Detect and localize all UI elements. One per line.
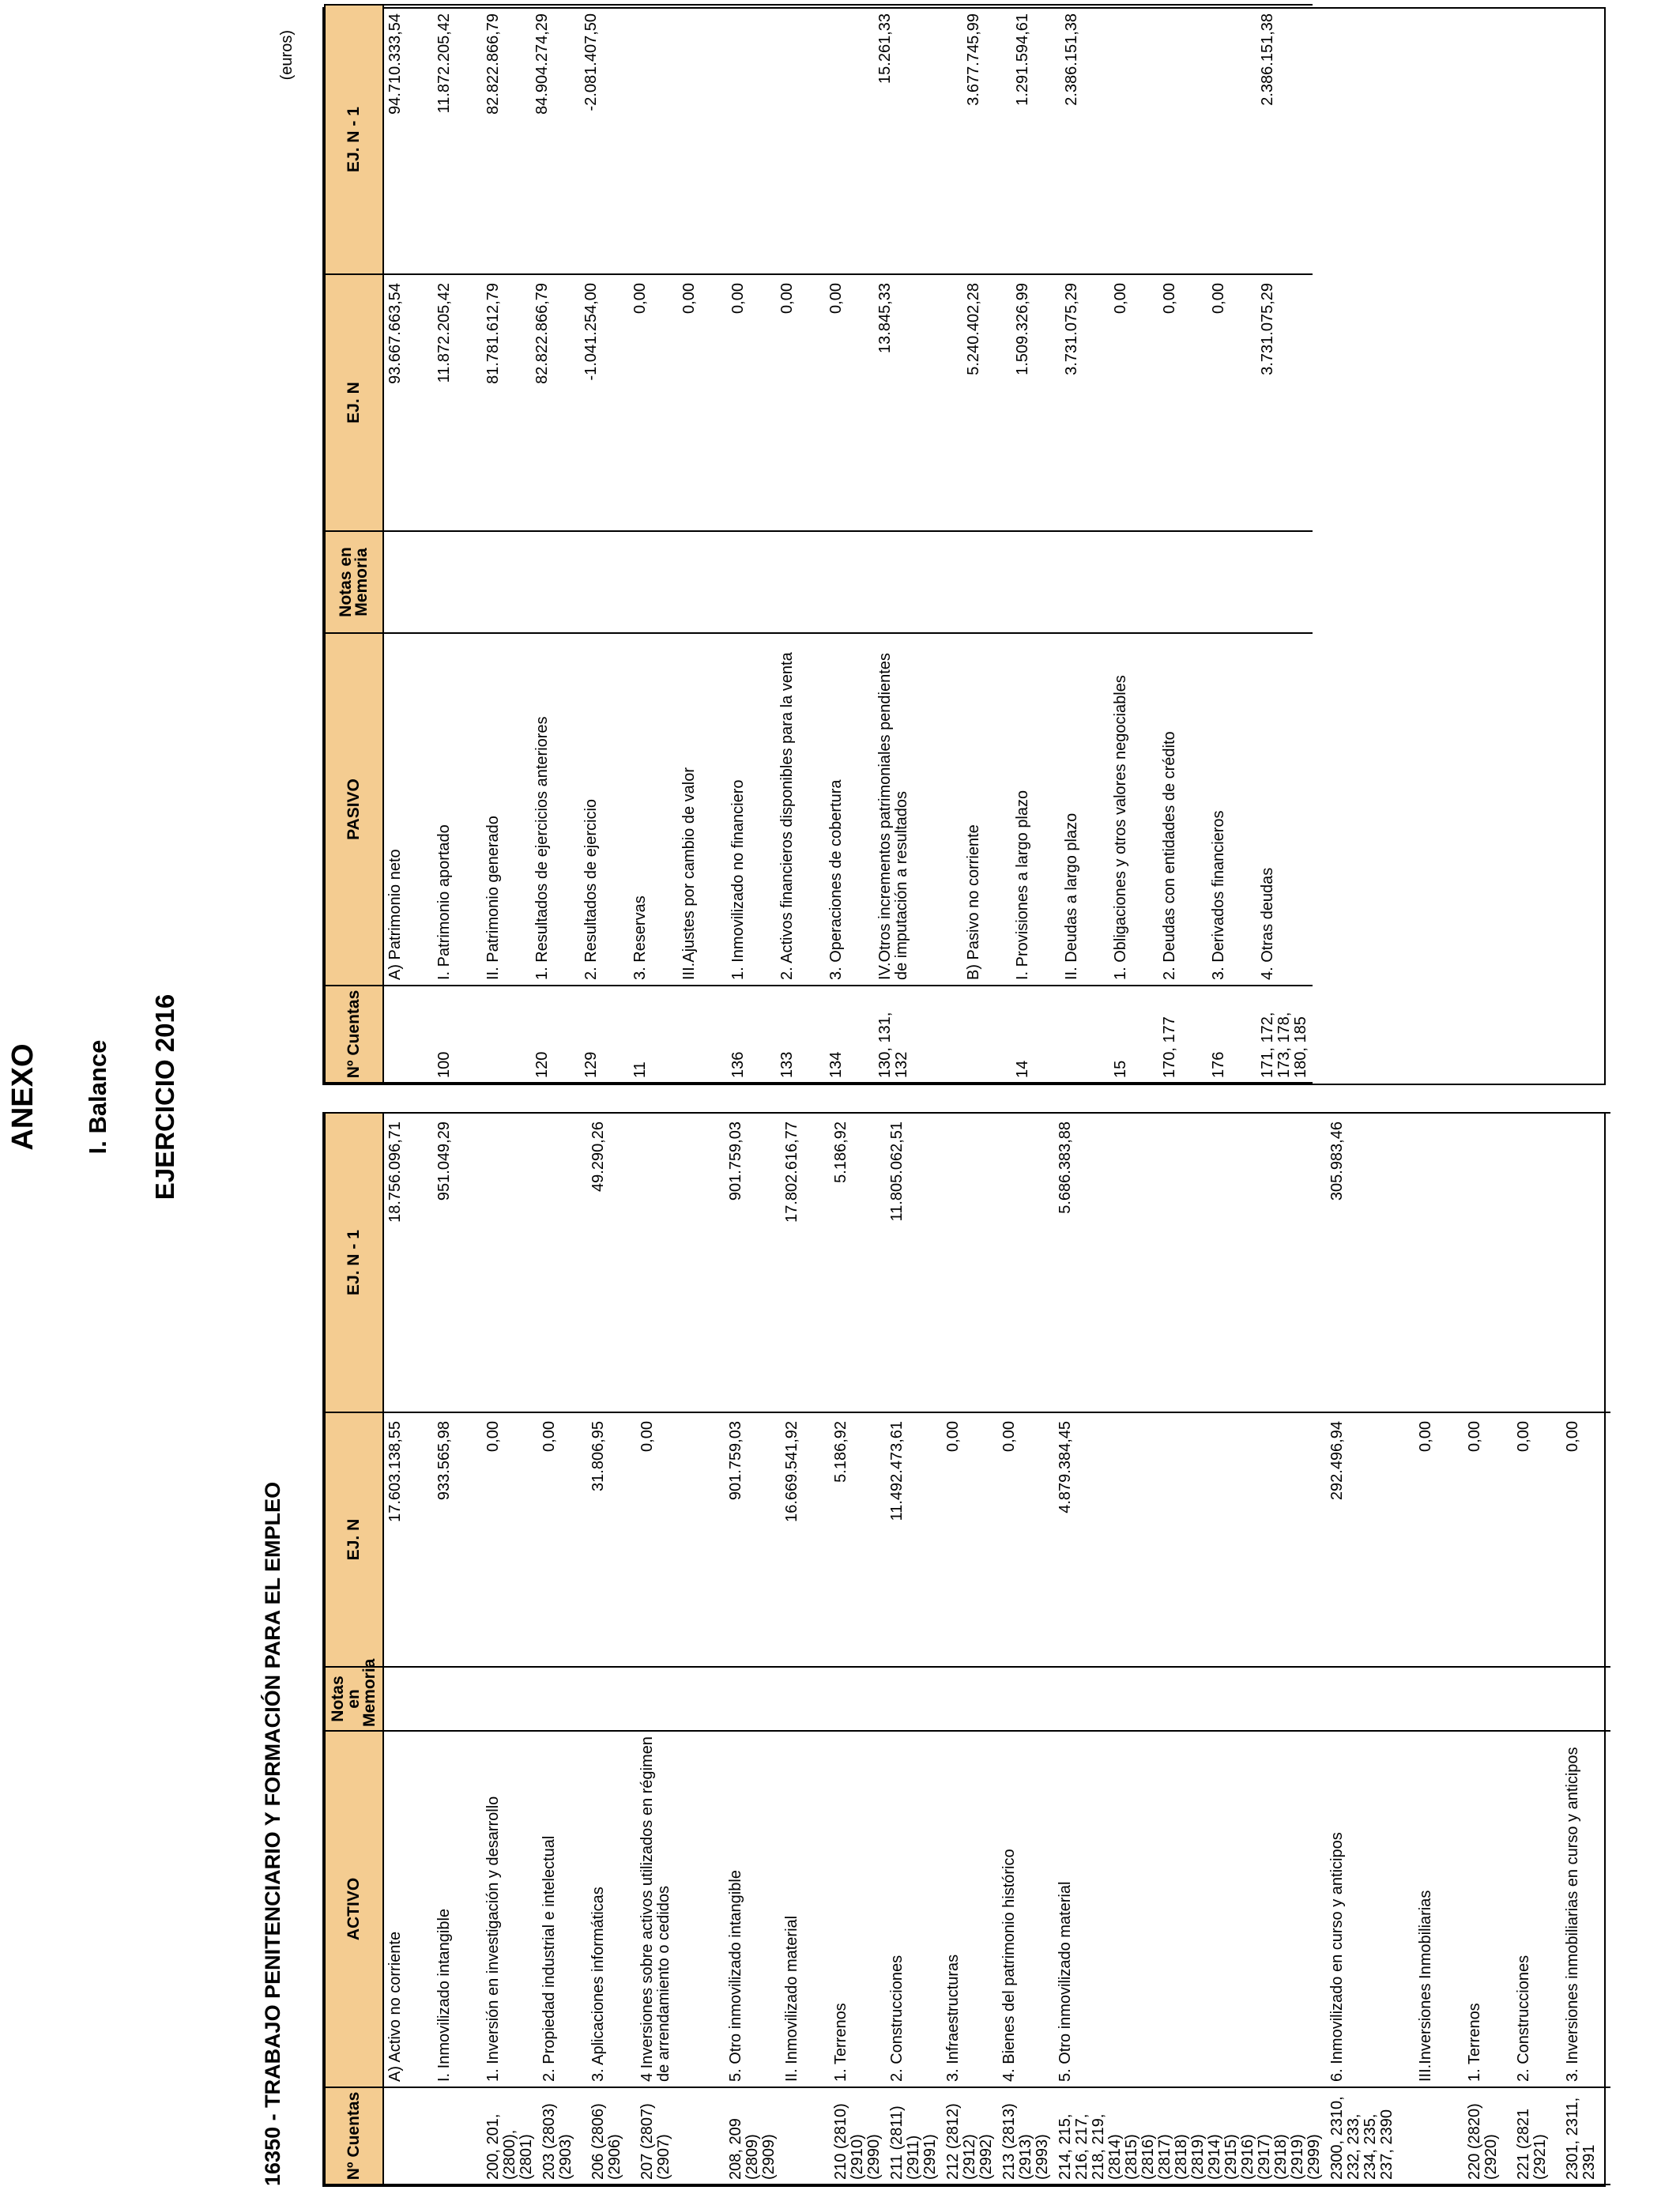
amount-current-year: 901.759,03 — [725, 1412, 781, 1667]
line-item-label: 4. Bienes del patrimonio histórico — [998, 1731, 1054, 2087]
memory-notes — [1414, 1667, 1463, 1731]
line-item-label: I. Provisiones a largo plazo — [1011, 633, 1060, 986]
memory-notes — [1109, 531, 1158, 633]
account-codes — [962, 986, 1011, 1083]
amount-current-year: 31.806,95 — [587, 1412, 636, 1667]
table-row — [1512, 1113, 1561, 2185]
table-row — [482, 5, 531, 1083]
amount-previous-year — [1109, 5, 1158, 274]
table-row — [1414, 1113, 1463, 2185]
table-row — [1011, 5, 1060, 1083]
line-item-label: 2. Construcciones — [1512, 1731, 1561, 2087]
amount-previous-year: 15.261,33 — [874, 5, 962, 274]
memory-notes — [1060, 531, 1109, 633]
amount-previous-year: 94.710.333,54 — [383, 5, 433, 274]
amount-current-year: 16.669.541,92 — [781, 1412, 830, 1667]
amount-previous-year: 305.983,46 — [1326, 1113, 1414, 1412]
table-row — [781, 1113, 830, 2185]
line-item-label: A) Activo no corriente — [383, 1731, 433, 2087]
annex-title: ANEXO — [6, 1043, 40, 1151]
pasivo-table-body — [383, 5, 1313, 1083]
amount-current-year: 292.496,94 — [1326, 1412, 1414, 1667]
amount-current-year: 93.667.663,54 — [383, 274, 433, 531]
table-row — [580, 5, 629, 1083]
amount-current-year: -1.041.254,00 — [580, 274, 629, 531]
amount-previous-year: 3.677.745,99 — [962, 5, 1011, 274]
activo-table-panel — [322, 1112, 1606, 2187]
col-header-pasivo: PASIVO — [325, 633, 383, 986]
account-codes: 134 — [825, 986, 874, 1083]
memory-notes — [1207, 531, 1256, 633]
amount-current-year: 0,00 — [776, 274, 825, 531]
account-codes — [1060, 986, 1109, 1083]
amount-previous-year: 11.805.062,51 — [886, 1113, 942, 1412]
amount-previous-year — [1463, 1113, 1512, 1412]
amount-current-year: 0,00 — [998, 1412, 1054, 1667]
memory-notes — [580, 531, 629, 633]
table-row — [531, 5, 580, 1083]
line-item-label: 3. Reservas — [629, 633, 678, 986]
account-codes: 2300, 2310, 232, 233, 234, 235, 237, 2390 — [1326, 2087, 1414, 2185]
memory-notes — [482, 1667, 538, 1731]
account-codes: 207 (2807) (2907) — [636, 2087, 725, 2185]
memory-notes — [587, 1667, 636, 1731]
amount-current-year: 0,00 — [1414, 1412, 1463, 1667]
memory-notes — [636, 1667, 725, 1731]
line-item-label: IV.Otros incrementos patrimoniales pendientes de imputación a resultados — [874, 633, 962, 986]
line-item-label: 4 Inversiones sobre activos utilizados en régimen de arrendamiento o cedidos — [636, 1731, 725, 2087]
amount-current-year: 0,00 — [678, 274, 727, 531]
amount-previous-year — [825, 5, 874, 274]
account-codes: 133 — [776, 986, 825, 1083]
account-codes: 100 — [433, 986, 482, 1083]
account-codes — [1414, 2087, 1463, 2185]
table-row — [1256, 5, 1313, 1083]
line-item-label: 3. Aplicaciones informáticas — [587, 1731, 636, 2087]
line-item-label: III.Inversiones Inmobiliarias — [1414, 1731, 1463, 2087]
account-codes: 221 (2821 (2921) — [1512, 2087, 1561, 2185]
amount-previous-year — [482, 1113, 538, 1412]
amount-previous-year: -2.081.407,50 — [580, 5, 629, 274]
amount-previous-year: 11.872.205,42 — [433, 5, 482, 274]
amount-current-year: 1.509.326,99 — [1011, 274, 1060, 531]
amount-current-year: 0,00 — [629, 274, 678, 531]
amount-current-year: 82.822.866,79 — [531, 274, 580, 531]
account-codes — [678, 986, 727, 1083]
line-item-label: 3. Inversiones inmobiliarias en curso y anticipos — [1561, 1731, 1610, 2087]
amount-current-year: 5.240.402,28 — [962, 274, 1011, 531]
table-row — [1060, 5, 1109, 1083]
entity-name: 16350 - TRABAJO PENITENCIARIO Y FORMACIÓN PARA EL EMPLEO — [261, 1481, 284, 2186]
amount-current-year: 0,00 — [1207, 274, 1256, 531]
line-item-label: 1. Terrenos — [1463, 1731, 1512, 2087]
col-header-ej-n1: EJ. N - 1 — [325, 5, 383, 274]
memory-notes — [727, 531, 776, 633]
line-item-label: I. Patrimonio aportado — [433, 633, 482, 986]
account-codes: 15 — [1109, 986, 1158, 1083]
memory-notes — [825, 531, 874, 633]
amount-previous-year: 17.802.616,77 — [781, 1113, 830, 1412]
amount-current-year: 0,00 — [942, 1412, 998, 1667]
amount-current-year: 3.731.075,29 — [1256, 274, 1313, 531]
account-codes: 171, 172, 173, 178, 180, 185 — [1256, 986, 1313, 1083]
table-row — [629, 5, 678, 1083]
memory-notes — [433, 531, 482, 633]
table-row — [1463, 1113, 1512, 2185]
account-codes: 213 (2813) (2913) (2993) — [998, 2087, 1054, 2185]
table-row — [1054, 1113, 1326, 2185]
memory-notes — [1326, 1667, 1414, 1731]
table-row — [962, 5, 1011, 1083]
amount-current-year: 0,00 — [482, 1412, 538, 1667]
line-item-label: 2. Activos financieros disponibles para la venta — [776, 633, 825, 986]
line-item-label: 1. Inmovilizado no financiero — [727, 633, 776, 986]
account-codes: 170, 177 — [1158, 986, 1207, 1083]
amount-previous-year: 2.386.151,38 — [1256, 5, 1313, 274]
memory-notes — [830, 1667, 886, 1731]
table-row — [727, 5, 776, 1083]
account-codes — [433, 2087, 482, 2185]
fiscal-year-title: EJERCICIO 2016 — [150, 993, 179, 1201]
account-codes — [383, 2087, 433, 2185]
memory-notes — [1256, 531, 1313, 633]
account-codes — [781, 2087, 830, 2185]
account-codes: 14 — [1011, 986, 1060, 1083]
line-item-label: 2. Deudas con entidades de crédito — [1158, 633, 1207, 986]
table-row — [1561, 1113, 1610, 2185]
col-header-cuentas: Nº Cuentas — [325, 2087, 383, 2185]
amount-previous-year: 951.049,29 — [433, 1113, 482, 1412]
memory-notes — [1011, 531, 1060, 633]
table-row — [1109, 5, 1158, 1083]
pasivo-table — [324, 4, 1313, 1084]
account-codes: 130, 131, 132 — [874, 986, 962, 1083]
pasivo-table-panel — [322, 7, 1606, 1085]
account-codes: 203 (2803) (2903) — [538, 2087, 587, 2185]
line-item-label: 1. Resultados de ejercicios anteriores — [531, 633, 580, 986]
account-codes: 129 — [580, 986, 629, 1083]
memory-notes — [1512, 1667, 1561, 1731]
memory-notes — [781, 1667, 830, 1731]
col-header-notas: Notas en Memoria — [325, 1667, 383, 1731]
amount-previous-year: 1.291.594,61 — [1011, 5, 1060, 274]
account-codes: 2301, 2311, 2391 — [1561, 2087, 1610, 2185]
amount-current-year: 933.565,98 — [433, 1412, 482, 1667]
table-row — [587, 1113, 636, 2185]
memory-notes — [629, 531, 678, 633]
col-header-cuentas: Nº Cuentas — [325, 986, 383, 1083]
table-row — [942, 1113, 998, 2185]
amount-previous-year — [1158, 5, 1207, 274]
amount-current-year: 0,00 — [636, 1412, 725, 1667]
amount-previous-year: 84.904.274,29 — [531, 5, 580, 274]
amount-previous-year — [1207, 5, 1256, 274]
line-item-label: 6. Inmovilizado en curso y anticipos — [1326, 1731, 1414, 2087]
memory-notes — [433, 1667, 482, 1731]
line-item-label: 1. Terrenos — [830, 1731, 886, 2087]
line-item-label: III.Ajustes por cambio de valor — [678, 633, 727, 986]
line-item-label: B) Pasivo no corriente — [962, 633, 1011, 986]
amount-previous-year — [1414, 1113, 1463, 1412]
memory-notes — [383, 531, 433, 633]
activo-table-body — [383, 1113, 1610, 2185]
amount-previous-year: 5.686.383,88 — [1054, 1113, 1326, 1412]
table-row — [886, 1113, 942, 2185]
line-item-label: II. Inmovilizado material — [781, 1731, 830, 2087]
account-codes: 176 — [1207, 986, 1256, 1083]
memory-notes — [383, 1667, 433, 1731]
col-header-ej-n1: EJ. N - 1 — [325, 1113, 383, 1412]
memory-notes — [942, 1667, 998, 1731]
table-row — [433, 5, 482, 1083]
amount-previous-year — [629, 5, 678, 274]
amount-current-year: 0,00 — [1463, 1412, 1512, 1667]
memory-notes — [874, 531, 962, 633]
account-codes: 220 (2820) (2920) — [1463, 2087, 1512, 2185]
amount-current-year: 5.186,92 — [830, 1412, 886, 1667]
memory-notes — [1561, 1667, 1610, 1731]
memory-notes — [886, 1667, 942, 1731]
activo-table — [324, 1112, 1610, 2185]
line-item-label: 2. Resultados de ejercicio — [580, 633, 629, 986]
line-item-label: I. Inmovilizado intangible — [433, 1731, 482, 2087]
amount-current-year: 0,00 — [727, 274, 776, 531]
line-item-label: 5. Otro inmovilizado material — [1054, 1731, 1326, 2087]
memory-notes — [678, 531, 727, 633]
memory-notes — [776, 531, 825, 633]
amount-current-year: 0,00 — [1158, 274, 1207, 531]
table-row — [776, 5, 825, 1083]
amount-previous-year: 5.186,92 — [830, 1113, 886, 1412]
line-item-label: II. Patrimonio generado — [482, 633, 531, 986]
amount-previous-year — [776, 5, 825, 274]
memory-notes — [962, 531, 1011, 633]
section-title: I. Balance — [84, 1039, 111, 1155]
account-codes: 200, 201, (2800), (2801) — [482, 2087, 538, 2185]
memory-notes — [531, 531, 580, 633]
col-header-activo: ACTIVO — [325, 1731, 383, 2087]
memory-notes — [1463, 1667, 1512, 1731]
amount-current-year: 0,00 — [1512, 1412, 1561, 1667]
table-row — [383, 1113, 433, 2185]
line-item-label: 2. Construcciones — [886, 1731, 942, 2087]
memory-notes — [1158, 531, 1207, 633]
memory-notes — [725, 1667, 781, 1731]
amount-previous-year: 49.290,26 — [587, 1113, 636, 1412]
account-codes — [383, 986, 433, 1083]
table-row — [538, 1113, 587, 2185]
line-item-label: 1. Obligaciones y otros valores negociables — [1109, 633, 1158, 986]
table-row — [433, 1113, 482, 2185]
table-row — [874, 5, 962, 1083]
amount-current-year: 0,00 — [1109, 274, 1158, 531]
line-item-label: 3. Operaciones de cobertura — [825, 633, 874, 986]
account-codes: 136 — [727, 986, 776, 1083]
account-codes: 210 (2810) (2910) (2990) — [830, 2087, 886, 2185]
currency-unit: (euros) — [278, 30, 296, 81]
line-item-label: II. Deudas a largo plazo — [1060, 633, 1109, 986]
memory-notes — [998, 1667, 1054, 1731]
account-codes: 120 — [531, 986, 580, 1083]
line-item-label: 3. Derivados financieros — [1207, 633, 1256, 986]
line-item-label: 4. Otras deudas — [1256, 633, 1313, 986]
amount-previous-year: 18.756.096,71 — [383, 1113, 433, 1412]
amount-current-year: 0,00 — [1561, 1412, 1610, 1667]
table-row — [725, 1113, 781, 2185]
amount-current-year: 4.879.384,45 — [1054, 1412, 1326, 1667]
line-item-label: 3. Infraestructuras — [942, 1731, 998, 2087]
table-row — [1158, 5, 1207, 1083]
line-item-label: 1. Inversión en investigación y desarrollo — [482, 1731, 538, 2087]
amount-previous-year — [942, 1113, 998, 1412]
col-header-ej-n: EJ. N — [325, 1412, 383, 1667]
amount-previous-year — [678, 5, 727, 274]
amount-previous-year — [998, 1113, 1054, 1412]
amount-current-year: 0,00 — [825, 274, 874, 531]
amount-current-year: 0,00 — [538, 1412, 587, 1667]
table-row — [482, 1113, 538, 2185]
table-row — [1326, 1113, 1414, 2185]
line-item-label: 2. Propiedad industrial e intelectual — [538, 1731, 587, 2087]
amount-previous-year — [1561, 1113, 1610, 1412]
account-codes: 208, 209 (2809) (2909) — [725, 2087, 781, 2185]
amount-previous-year — [636, 1113, 725, 1412]
table-row — [825, 5, 874, 1083]
table-row — [636, 1113, 725, 2185]
col-header-notas: Notas en Memoria — [325, 531, 383, 633]
amount-current-year: 17.603.138,55 — [383, 1412, 433, 1667]
account-codes: 212 (2812) (2912) (2992) — [942, 2087, 998, 2185]
col-header-ej-n: EJ. N — [325, 274, 383, 531]
amount-previous-year — [538, 1113, 587, 1412]
line-item-label: A) Patrimonio neto — [383, 633, 433, 986]
amount-current-year: 11.872.205,42 — [433, 274, 482, 531]
amount-previous-year: 82.822.866,79 — [482, 5, 531, 274]
amount-current-year: 81.781.612,79 — [482, 274, 531, 531]
table-row — [998, 1113, 1054, 2185]
amount-previous-year: 2.386.151,38 — [1060, 5, 1109, 274]
table-row — [678, 5, 727, 1083]
line-item-label: 5. Otro inmovilizado intangible — [725, 1731, 781, 2087]
memory-notes — [1054, 1667, 1326, 1731]
amount-current-year: 3.731.075,29 — [1060, 274, 1109, 531]
amount-current-year: 13.845,33 — [874, 274, 962, 531]
memory-notes — [482, 531, 531, 633]
amount-current-year: 11.492.473,61 — [886, 1412, 942, 1667]
account-codes: 206 (2806) (2906) — [587, 2087, 636, 2185]
amount-previous-year — [727, 5, 776, 274]
account-codes: 214, 215, 216, 217, 218, 219, (2814) (2815) (2816) (2817) (2818) (2819) (2914) (2915) (2916) (2917) (2918) (2919) (2999) — [1054, 2087, 1326, 2185]
memory-notes — [538, 1667, 587, 1731]
account-codes: 11 — [629, 986, 678, 1083]
amount-previous-year: 901.759,03 — [725, 1113, 781, 1412]
amount-previous-year — [1512, 1113, 1561, 1412]
account-codes: 211 (2811) (2911) (2991) — [886, 2087, 942, 2185]
table-row — [1207, 5, 1256, 1083]
account-codes — [482, 986, 531, 1083]
table-row — [383, 5, 433, 1083]
table-row — [830, 1113, 886, 2185]
